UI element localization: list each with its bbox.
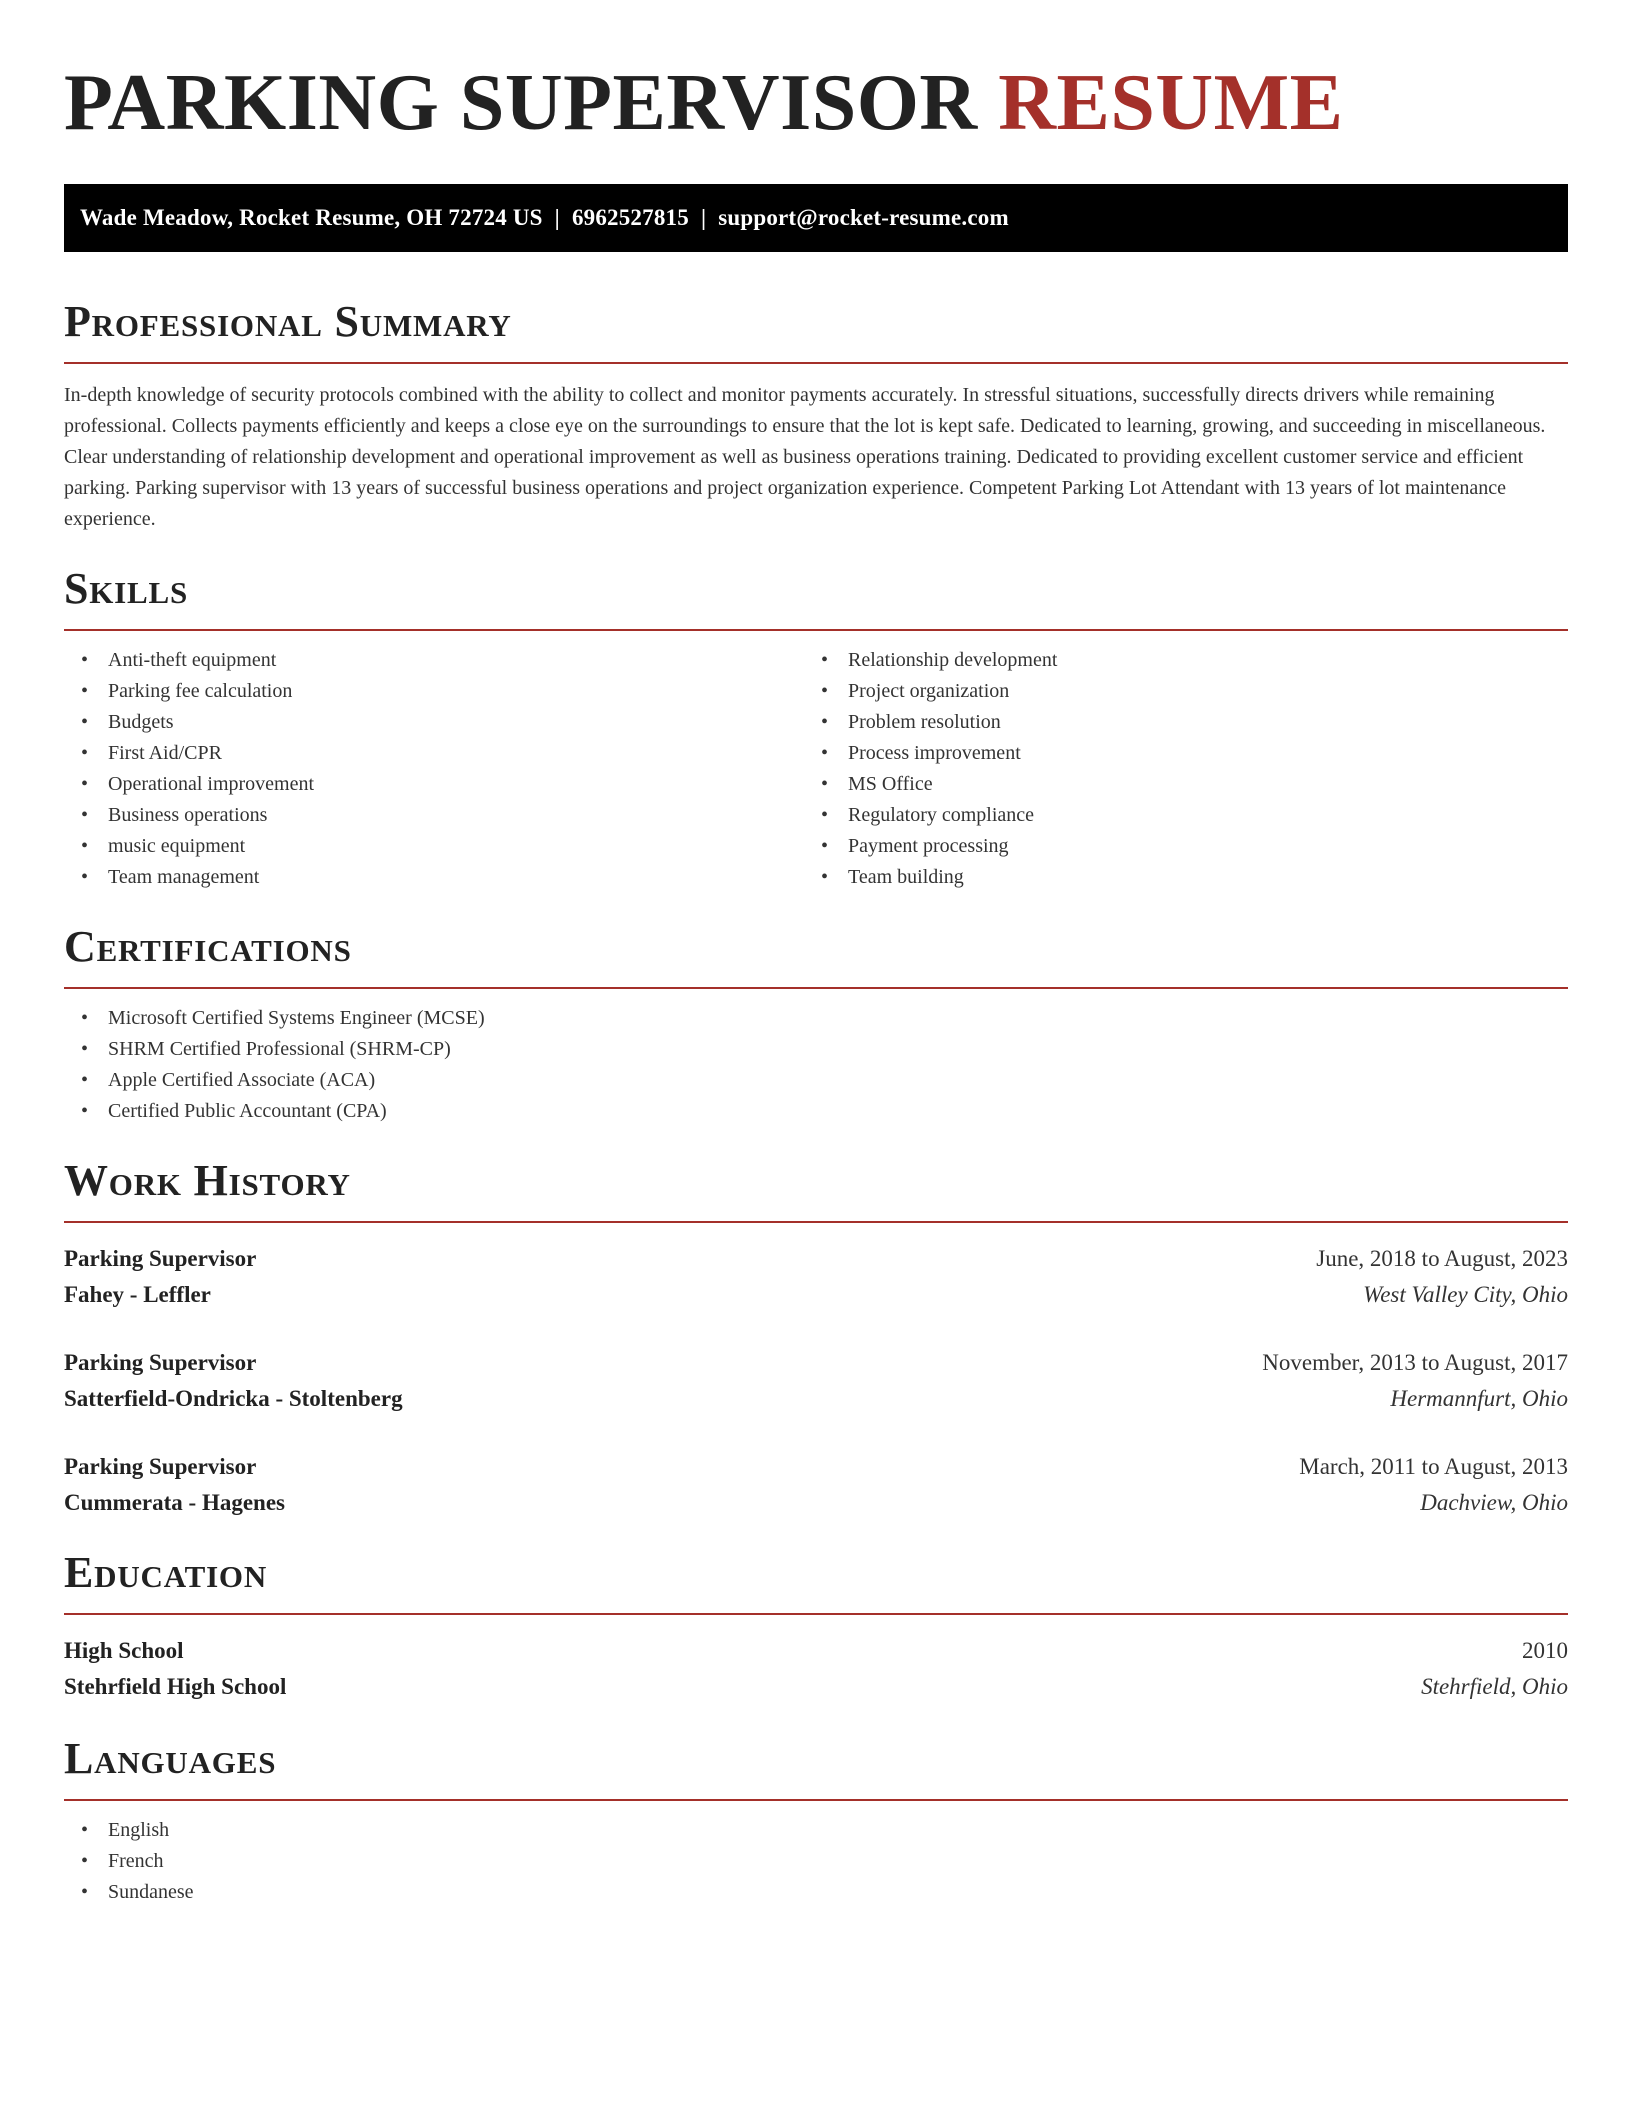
skill-label: Team management <box>108 866 260 888</box>
section-divider <box>64 1613 1568 1615</box>
skills-list-left <box>64 645 804 893</box>
certification-label: Apple Certified Associate (ACA) <box>108 1069 376 1091</box>
section-heading-certifications: Certifications <box>64 922 352 971</box>
bullet-icon: • <box>81 1819 89 1841</box>
certifications-section <box>64 921 1568 1127</box>
skill-item <box>64 769 804 800</box>
language-label: Sundanese <box>108 1881 194 1903</box>
contact-email: support@rocket-resume.com <box>718 205 1009 230</box>
section-divider <box>64 362 1568 364</box>
skill-item <box>64 676 804 707</box>
languages-section <box>64 1733 1568 1908</box>
education-school: Stehrfield High School <box>64 1674 287 1699</box>
skill-item <box>64 800 804 831</box>
job-dates: June, 2018 to August, 2023 <box>1316 1246 1568 1271</box>
bullet-icon: • <box>81 711 89 733</box>
certification-item <box>64 1096 1568 1127</box>
skills-column-left <box>64 645 804 893</box>
contact-phone: 6962527815 <box>571 205 689 230</box>
skill-label: MS Office <box>848 773 933 795</box>
bullet-icon: • <box>821 773 829 795</box>
skill-label: Relationship development <box>848 649 1058 671</box>
bullet-icon: • <box>821 866 829 888</box>
bullet-icon: • <box>81 1100 89 1122</box>
skill-item <box>64 645 804 676</box>
job-company: Cummerata - Hagenes <box>64 1490 286 1515</box>
certification-item <box>64 1003 1568 1034</box>
job-location: Hermannfurt, Ohio <box>1390 1386 1568 1411</box>
skill-label: Business operations <box>108 804 268 826</box>
certifications-list <box>64 1003 1568 1127</box>
title-accent: RESUME <box>998 59 1344 147</box>
job-title-row <box>64 1241 1568 1277</box>
skill-item <box>64 831 804 862</box>
job-dates: November, 2013 to August, 2017 <box>1262 1350 1568 1375</box>
skills-section <box>64 563 1568 893</box>
skills-column-right <box>804 645 1544 893</box>
contact-address: Wade Meadow, Rocket Resume, OH 72724 US <box>80 205 543 230</box>
skills-list-right <box>804 645 1544 893</box>
bullet-icon: • <box>81 1850 89 1872</box>
resume-title <box>64 58 1568 148</box>
education-entry <box>64 1633 1568 1705</box>
skill-label: music equipment <box>108 835 246 857</box>
skill-item <box>804 769 1544 800</box>
skill-item <box>804 831 1544 862</box>
skill-label: Parking fee calculation <box>108 680 293 702</box>
bullet-icon: • <box>821 835 829 857</box>
job-title-row <box>64 1345 1568 1381</box>
language-item <box>64 1877 1568 1908</box>
job-company: Fahey - Leffler <box>64 1282 211 1307</box>
summary-section <box>64 296 1568 535</box>
skill-label: Project organization <box>848 680 1010 702</box>
bullet-icon: • <box>81 773 89 795</box>
bullet-icon: • <box>821 742 829 764</box>
education-school-row <box>64 1669 1568 1705</box>
skill-item <box>804 800 1544 831</box>
contact-separator: | <box>554 205 560 230</box>
job-company-row <box>64 1485 1568 1521</box>
skill-item <box>804 676 1544 707</box>
skill-label: Regulatory compliance <box>848 804 1035 826</box>
job-location: West Valley City, Ohio <box>1363 1282 1568 1307</box>
section-heading-summary: Professional Summary <box>64 297 512 346</box>
certification-label: SHRM Certified Professional (SHRM-CP) <box>108 1038 451 1060</box>
skill-label: Problem resolution <box>848 711 1001 733</box>
section-heading-skills: Skills <box>64 564 189 613</box>
job-title: Parking Supervisor <box>64 1246 257 1271</box>
language-label: English <box>108 1819 170 1841</box>
job-entry <box>64 1449 1568 1521</box>
languages-list <box>64 1815 1568 1908</box>
bullet-icon: • <box>81 742 89 764</box>
bullet-icon: • <box>81 649 89 671</box>
certification-label: Certified Public Accountant (CPA) <box>108 1100 387 1122</box>
skill-item <box>804 707 1544 738</box>
job-title-row <box>64 1449 1568 1485</box>
section-divider <box>64 1799 1568 1801</box>
certification-label: Microsoft Certified Systems Engineer (MCSE) <box>108 1007 485 1029</box>
job-company-row <box>64 1381 1568 1417</box>
section-divider <box>64 987 1568 989</box>
job-location: Dachview, Ohio <box>1420 1490 1568 1515</box>
skill-item <box>64 707 804 738</box>
bullet-icon: • <box>81 1007 89 1029</box>
skill-item <box>804 862 1544 893</box>
bullet-icon: • <box>81 1038 89 1060</box>
contact-bar <box>64 184 1568 252</box>
education-section <box>64 1547 1568 1705</box>
skill-label: Budgets <box>108 711 174 733</box>
certification-item <box>64 1034 1568 1065</box>
education-degree: High School <box>64 1638 184 1663</box>
skill-label: First Aid/CPR <box>108 742 222 764</box>
skill-label: Payment processing <box>848 835 1009 857</box>
certification-item <box>64 1065 1568 1096</box>
bullet-icon: • <box>81 804 89 826</box>
section-divider <box>64 1221 1568 1223</box>
language-label: French <box>108 1850 164 1872</box>
education-year: 2010 <box>1522 1638 1568 1663</box>
education-degree-row <box>64 1633 1568 1669</box>
skills-grid <box>64 645 1568 893</box>
bullet-icon: • <box>821 680 829 702</box>
job-entry <box>64 1345 1568 1417</box>
title-main: PARKING SUPERVISOR <box>64 59 978 147</box>
job-dates: March, 2011 to August, 2013 <box>1299 1454 1568 1479</box>
language-item <box>64 1846 1568 1877</box>
skill-label: Operational improvement <box>108 773 315 795</box>
skill-item <box>804 645 1544 676</box>
bullet-icon: • <box>81 866 89 888</box>
section-heading-work-history: Work History <box>64 1156 351 1205</box>
language-item <box>64 1815 1568 1846</box>
summary-text: In-depth knowledge of security protocols combined with the ability to collect and monitor payments accurately. In stressful situations, successfully directs drivers while remaining professional. Collects payments efficiently and keeps a close eye on the surroundings to ensure that the lot is kept safe. Dedicated to learning, growing, and succeeding in miscellaneous. Clear understanding of relationship development and operational improvement as well as business operations training. Dedicated to providing excellent customer service and efficient parking. Parking supervisor with 13 years of successful business operations and project organization experience. Competent Parking Lot Attendant with 13 years of lot maintenance experience. <box>64 384 1546 530</box>
job-entry <box>64 1241 1568 1313</box>
education-location: Stehrfield, Ohio <box>1421 1674 1568 1699</box>
contact-separator: | <box>700 205 707 230</box>
skill-item <box>804 738 1544 769</box>
bullet-icon: • <box>81 680 89 702</box>
bullet-icon: • <box>821 649 829 671</box>
work-history-section <box>64 1155 1568 1521</box>
section-heading-education: Education <box>64 1548 268 1597</box>
section-divider <box>64 629 1568 631</box>
section-heading-languages: Languages <box>64 1734 277 1783</box>
skill-label: Anti-theft equipment <box>108 649 277 671</box>
skill-item <box>64 738 804 769</box>
job-company: Satterfield-Ondricka - Stoltenberg <box>64 1386 403 1411</box>
job-title: Parking Supervisor <box>64 1350 257 1375</box>
skill-label: Process improvement <box>848 742 1021 764</box>
bullet-icon: • <box>821 711 829 733</box>
bullet-icon: • <box>81 1881 89 1903</box>
bullet-icon: • <box>81 1069 89 1091</box>
bullet-icon: • <box>821 804 829 826</box>
bullet-icon: • <box>81 835 89 857</box>
job-title: Parking Supervisor <box>64 1454 257 1479</box>
skill-item <box>64 862 804 893</box>
job-company-row <box>64 1277 1568 1313</box>
skill-label: Team building <box>848 866 964 888</box>
